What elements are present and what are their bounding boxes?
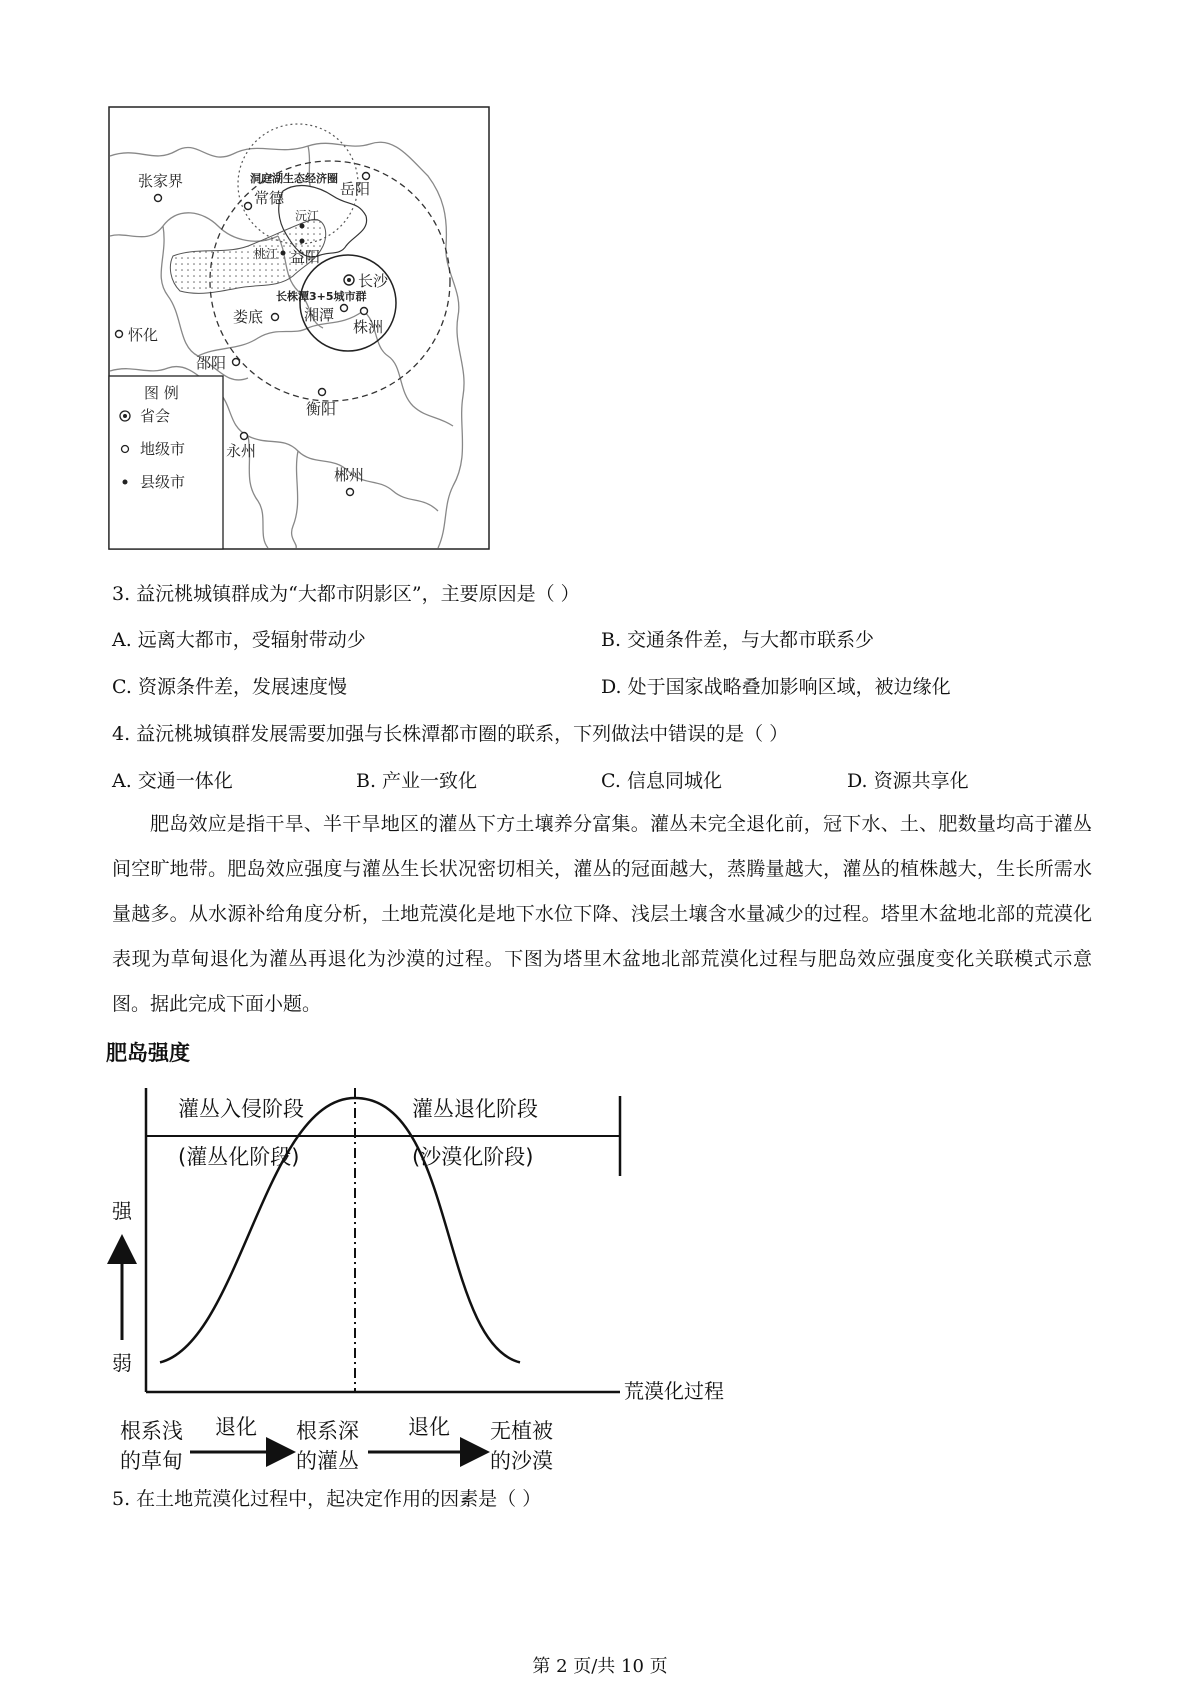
question-4-option-c[interactable]: C. 信息同城化	[601, 770, 722, 792]
map-label-yiyang: 益阳	[290, 248, 321, 266]
chart-strong-label: 强	[112, 1199, 132, 1223]
seq1-label-line2: 的草甸	[120, 1449, 183, 1470]
legend-county-city: 县级市	[140, 473, 186, 491]
chart-weak-label: 弱	[112, 1351, 132, 1375]
map-label-zhangjiajie: 张家界	[138, 172, 184, 190]
question-4-option-b[interactable]: B. 产业一致化	[356, 770, 478, 792]
legend-prefecture-city: 地级市	[140, 440, 186, 458]
map-label-shaoyang: 邵阳	[196, 354, 227, 372]
map-label-taojiang: 桃江	[254, 247, 279, 261]
map-label-cszt: 长株潭3+5城市群	[276, 290, 367, 303]
map-label-zhuzhou: 株洲	[353, 318, 384, 336]
seq3-label-line2: 的沙漠	[490, 1449, 553, 1470]
question-3-option-a[interactable]: A. 远离大都市，受辐射带动少	[112, 629, 366, 651]
reading-passage	[112, 802, 1092, 1027]
seq3-label-line1: 无植被	[490, 1419, 553, 1443]
seq2-label-line2: 的灌丛	[296, 1449, 359, 1470]
fertile-island-curve	[160, 1098, 520, 1362]
page-footer: 第 2 页/共 10 页	[532, 1656, 668, 1677]
seq2-label-line1: 根系深	[296, 1419, 359, 1443]
map-legend	[109, 376, 223, 549]
map-label-xiangtan: 湘潭	[304, 306, 335, 324]
passage-text: 肥岛效应是指干旱、半干旱地区的灌丛下方土壤养分富集。灌丛未完全退化前，冠下水、土、肥数量均高于灌丛间空旷地带。肥岛效应强度与灌丛生长状况密切相关，灌丛的冠面越大，蒸腾量越大，灌丛的植株越大，生长所需水量越多。从水源补给角度分析，土地荒漠化是地下水位下降、浅层土壤含水量减少的过程。塔里木盆地北部的荒漠化表现为草甸退化为灌丛再退化为沙漠的过程。下图为塔里木盆地北部荒漠化过程与肥岛效应强度变化关联模式示意图。据此完成下面小题。	[112, 813, 1092, 1015]
question-3-option-b[interactable]: B. 交通条件差，与大都市联系少	[601, 629, 875, 651]
question-3-option-d[interactable]: D. 处于国家战略叠加影响区域，被边缘化	[601, 676, 951, 698]
legend-provincial-capital: 省会	[140, 407, 171, 425]
map-label-loudi: 娄底	[233, 308, 264, 326]
map-label-huaihua: 怀化	[128, 326, 159, 344]
question-5-stem: 5. 在土地荒漠化过程中，起决定作用的因素是（ ）	[112, 1488, 542, 1510]
question-4-stem: 4. 益沅桃城镇群发展需要加强与长株潭都市圈的联系，下列做法中错误的是（ ）	[112, 723, 789, 745]
seq1-label-line1: 根系浅	[120, 1419, 183, 1443]
chart-ylabel: 肥岛强度	[106, 1041, 190, 1065]
chart-xlabel: 荒漠化过程	[624, 1379, 724, 1403]
map-label-yuanjiang: 沅江	[295, 209, 320, 223]
map-label-changde: 常德	[254, 189, 285, 207]
question-3-stem: 3. 益沅桃城镇群成为“大都市阴影区”，主要原因是（ ）	[112, 583, 580, 605]
stage2-label-line2: (沙漠化阶段)	[412, 1145, 534, 1169]
map-label-chenzhou: 郴州	[334, 466, 365, 484]
arrow-label-1: 退化	[215, 1415, 257, 1439]
question-4-option-a[interactable]: A. 交通一体化	[112, 770, 233, 792]
fertile-island-chart	[100, 1040, 760, 1470]
stage1-label-line2: (灌丛化阶段)	[178, 1145, 300, 1169]
map-label-changsha: 长沙	[358, 272, 389, 290]
legend-title: 图 例	[144, 384, 179, 402]
map-label-dongting: 洞庭湖生态经济圈	[250, 172, 338, 185]
hunan-city-map	[108, 106, 490, 550]
map-label-yueyang: 岳阳	[340, 180, 371, 198]
map-label-hengyang: 衡阳	[306, 400, 337, 418]
question-4-option-d[interactable]: D. 资源共享化	[847, 770, 969, 792]
question-3-option-c[interactable]: C. 资源条件差，发展速度慢	[112, 676, 347, 698]
map-label-yongzhou: 永州	[226, 442, 257, 460]
arrow-label-2: 退化	[408, 1415, 450, 1439]
stage1-label-line1: 灌丛入侵阶段	[178, 1097, 304, 1121]
stage2-label-line1: 灌丛退化阶段	[412, 1097, 538, 1121]
